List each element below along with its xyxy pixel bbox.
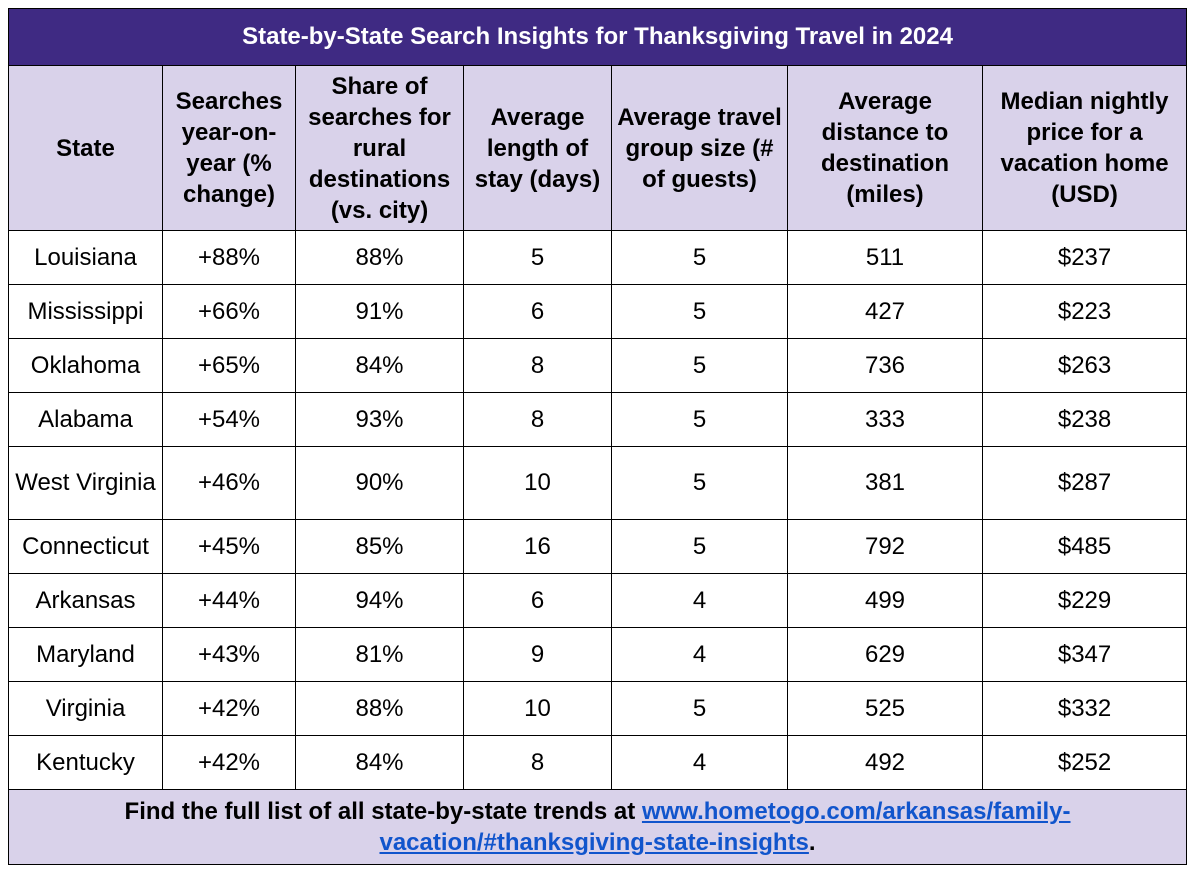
cell-searches-yoy: +66% xyxy=(163,285,296,339)
table-title: State-by-State Search Insights for Thanksgiving Travel in 2024 xyxy=(9,9,1187,66)
footer-note xyxy=(9,790,1187,865)
column-header-rural-share: Share of searches for rural destinations (vs. city) xyxy=(296,66,464,231)
cell-nightly-price: $252 xyxy=(983,736,1187,790)
footer-period: . xyxy=(808,829,816,856)
table-row xyxy=(9,682,1187,736)
cell-nightly-price: $237 xyxy=(983,231,1187,285)
cell-group-size: 4 xyxy=(612,628,788,682)
cell-nightly-price: $485 xyxy=(983,520,1187,574)
cell-group-size: 5 xyxy=(612,447,788,520)
table-row xyxy=(9,447,1187,520)
footer-row xyxy=(9,790,1187,865)
cell-searches-yoy: +43% xyxy=(163,628,296,682)
cell-rural-share: 85% xyxy=(296,520,464,574)
cell-searches-yoy: +88% xyxy=(163,231,296,285)
table-row xyxy=(9,285,1187,339)
table-row xyxy=(9,628,1187,682)
cell-distance: 511 xyxy=(788,231,983,285)
cell-group-size: 5 xyxy=(612,393,788,447)
cell-rural-share: 84% xyxy=(296,736,464,790)
cell-length-of-stay: 6 xyxy=(464,574,612,628)
cell-rural-share: 94% xyxy=(296,574,464,628)
table-row xyxy=(9,393,1187,447)
cell-searches-yoy: +54% xyxy=(163,393,296,447)
cell-state: Alabama xyxy=(9,393,163,447)
table-row xyxy=(9,520,1187,574)
column-header-searches-yoy: Searches year-on-year (% change) xyxy=(163,66,296,231)
cell-length-of-stay: 8 xyxy=(464,339,612,393)
cell-searches-yoy: +46% xyxy=(163,447,296,520)
cell-distance: 492 xyxy=(788,736,983,790)
cell-length-of-stay: 10 xyxy=(464,447,612,520)
cell-nightly-price: $332 xyxy=(983,682,1187,736)
cell-group-size: 5 xyxy=(612,285,788,339)
cell-distance: 499 xyxy=(788,574,983,628)
cell-group-size: 4 xyxy=(612,736,788,790)
cell-rural-share: 88% xyxy=(296,682,464,736)
cell-group-size: 5 xyxy=(612,231,788,285)
cell-distance: 792 xyxy=(788,520,983,574)
header-row xyxy=(9,66,1187,231)
column-header-group-size: Average travel group size (# of guests) xyxy=(612,66,788,231)
cell-state: Maryland xyxy=(9,628,163,682)
cell-rural-share: 90% xyxy=(296,447,464,520)
cell-distance: 333 xyxy=(788,393,983,447)
cell-length-of-stay: 8 xyxy=(464,393,612,447)
cell-distance: 629 xyxy=(788,628,983,682)
cell-rural-share: 91% xyxy=(296,285,464,339)
cell-length-of-stay: 8 xyxy=(464,736,612,790)
cell-rural-share: 84% xyxy=(296,339,464,393)
cell-state: Kentucky xyxy=(9,736,163,790)
table-body xyxy=(9,231,1187,790)
cell-length-of-stay: 6 xyxy=(464,285,612,339)
insights-table-container xyxy=(8,8,1186,865)
cell-searches-yoy: +42% xyxy=(163,736,296,790)
table-row xyxy=(9,574,1187,628)
cell-group-size: 5 xyxy=(612,682,788,736)
cell-group-size: 5 xyxy=(612,339,788,393)
cell-length-of-stay: 16 xyxy=(464,520,612,574)
cell-nightly-price: $223 xyxy=(983,285,1187,339)
cell-distance: 381 xyxy=(788,447,983,520)
table-row xyxy=(9,231,1187,285)
cell-group-size: 4 xyxy=(612,574,788,628)
cell-rural-share: 81% xyxy=(296,628,464,682)
cell-searches-yoy: +42% xyxy=(163,682,296,736)
cell-group-size: 5 xyxy=(612,520,788,574)
table-row xyxy=(9,339,1187,393)
column-header-distance: Average distance to destination (miles) xyxy=(788,66,983,231)
cell-state: Virginia xyxy=(9,682,163,736)
cell-state: West Virginia xyxy=(9,447,163,520)
cell-state: Connecticut xyxy=(9,520,163,574)
column-header-state: State xyxy=(9,66,163,231)
cell-state: Louisiana xyxy=(9,231,163,285)
table-row xyxy=(9,736,1187,790)
cell-nightly-price: $287 xyxy=(983,447,1187,520)
cell-length-of-stay: 5 xyxy=(464,231,612,285)
cell-nightly-price: $263 xyxy=(983,339,1187,393)
cell-searches-yoy: +65% xyxy=(163,339,296,393)
cell-searches-yoy: +44% xyxy=(163,574,296,628)
title-row xyxy=(9,9,1187,66)
column-header-length-of-stay: Average length of stay (days) xyxy=(464,66,612,231)
cell-rural-share: 93% xyxy=(296,393,464,447)
column-header-nightly-price: Median nightly price for a vacation home (USD) xyxy=(983,66,1187,231)
cell-nightly-price: $229 xyxy=(983,574,1187,628)
cell-rural-share: 88% xyxy=(296,231,464,285)
cell-nightly-price: $238 xyxy=(983,393,1187,447)
footer-text: Find the full list of all state-by-state trends at xyxy=(124,798,642,825)
cell-distance: 736 xyxy=(788,339,983,393)
cell-distance: 525 xyxy=(788,682,983,736)
footer-link[interactable]: www.hometogo.com/arkansas/family-vacation/#thanksgiving-state-insights xyxy=(379,798,1071,856)
cell-state: Oklahoma xyxy=(9,339,163,393)
cell-distance: 427 xyxy=(788,285,983,339)
cell-nightly-price: $347 xyxy=(983,628,1187,682)
cell-state: Mississippi xyxy=(9,285,163,339)
cell-length-of-stay: 9 xyxy=(464,628,612,682)
cell-searches-yoy: +45% xyxy=(163,520,296,574)
insights-table xyxy=(8,8,1187,865)
cell-length-of-stay: 10 xyxy=(464,682,612,736)
cell-state: Arkansas xyxy=(9,574,163,628)
